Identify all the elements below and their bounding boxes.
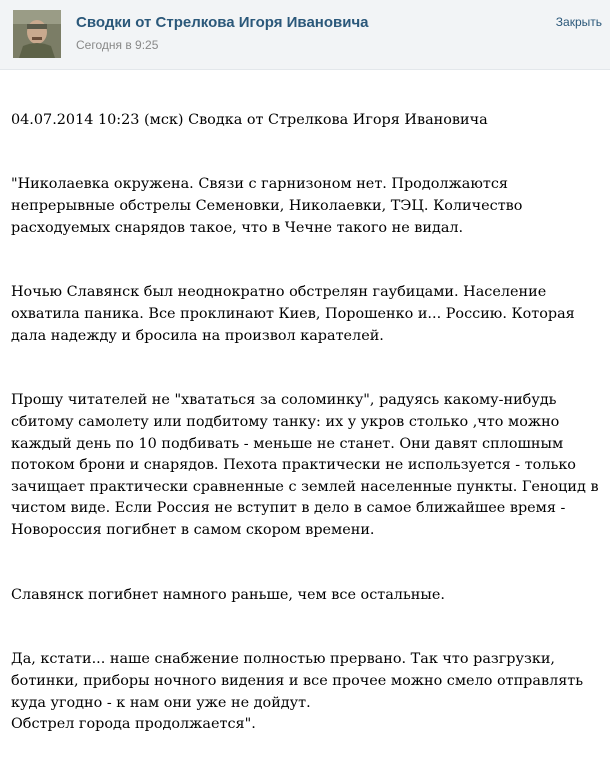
post-paragraph: Да, кстати... наше снабжение полностью прервано. Так что разгрузки, ботинки, приборы ночного видения и все прочее можно смело отправлять куда угодно - к нам они уже не дойдут. Обстрел города продолжается". [11, 651, 584, 733]
post-paragraph: Ночью Славянск был неоднократно обстрелян гаубицами. Население охватила паника. Все проклинают Киев, Порошенко и... Россию. Которая дала надежду и бросила на произвол карателей. [11, 284, 575, 344]
close-button[interactable]: Закрыть [555, 15, 602, 29]
post-date[interactable]: Сегодня в 9:25 [76, 38, 159, 52]
avatar-image [13, 10, 61, 58]
page-title[interactable]: Сводки от Стрелкова Игоря Ивановича [76, 14, 369, 31]
post-header [0, 0, 610, 70]
post-headline: 04.07.2014 10:23 (мск) Сводка от Стрелкова Игоря Ивановича [11, 111, 488, 128]
post-paragraph: Прошу читателей не "хвататься за соломинку", радуясь какому-нибудь сбитому самолету или подбитому танку: их у укров столько ,что можно каждый день по 10 подбивать - меньше не станет. Они давят сплошным потоком брони и снарядов. Пехота практически не используется - только зачищает практически сравненные с землей населенные пункты. Геноцид в чистом виде. Если Россия не вступит в дело в самое ближайшее время - Новороссия погибнет в самом скором времени. [11, 392, 599, 538]
post-body [11, 88, 604, 757]
post-paragraph: "Николаевка окружена. Связи с гарнизоном нет. Продолжаются непрерывные обстрелы Семеновки, Николаевки, ТЭЦ. Количество расходуемых снарядов такое, что в Чечне такого не видал. [11, 176, 523, 236]
post-paragraph: Славянск погибнет намного раньше, чем все остальные. [11, 586, 445, 603]
avatar[interactable] [13, 10, 61, 58]
